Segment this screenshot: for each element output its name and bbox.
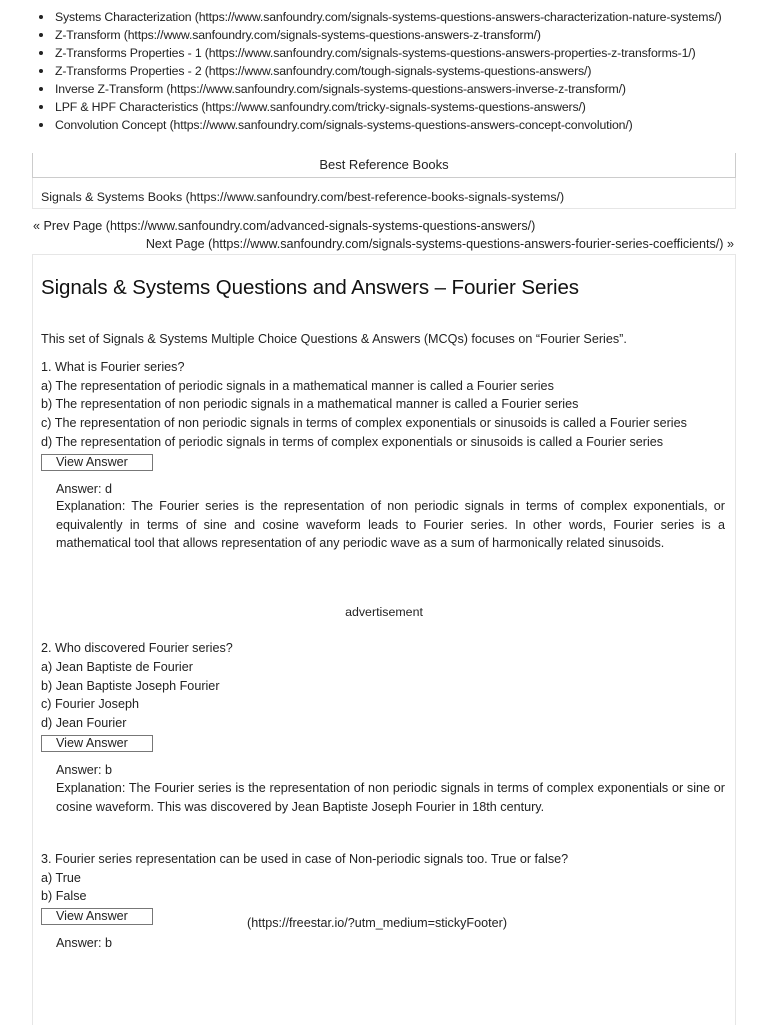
bullet-icon [39, 123, 43, 127]
prev-page-link[interactable]: « Prev Page (https://www.sanfoundry.com/advanced-signals-systems-questions-answers/) [33, 219, 536, 233]
related-link[interactable]: Convolution Concept (https://www.sanfoundry.com/signals-systems-questions-answers-concept-convolution/) [32, 116, 736, 134]
related-link[interactable]: Z-Transform (https://www.sanfoundry.com/signals-systems-questions-answers-z-transform/) [32, 26, 736, 44]
related-link[interactable]: Inverse Z-Transform (https://www.sanfoundry.com/signals-systems-questions-answers-inverse-z-transform/) [32, 80, 736, 98]
related-link[interactable]: Z-Transforms Properties - 2 (https://www.sanfoundry.com/tough-signals-systems-questions-answers/) [32, 62, 736, 80]
bullet-icon [39, 33, 43, 37]
explanation-text: Explanation: The Fourier series is the representation of non periodic signals in terms of complex exponentials or sine or cosine waveform. This was discovered by Jean Baptiste Joseph Fourier in 18th century. [56, 781, 725, 814]
answer-text: Answer: b [56, 763, 112, 777]
view-answer-button[interactable]: View Answer [41, 454, 153, 471]
view-answer-button[interactable]: View Answer [41, 735, 153, 752]
option-a: a) Jean Baptiste de Fourier [41, 660, 193, 674]
related-link[interactable]: Systems Characterization (https://www.sanfoundry.com/signals-systems-questions-answers-characterization-nature-systems/) [32, 8, 736, 26]
option-d: d) Jean Fourier [41, 716, 127, 730]
option-b: b) False [41, 889, 87, 903]
page-title: Signals & Systems Questions and Answers – Fourier Series [41, 276, 579, 299]
bullet-icon [39, 105, 43, 109]
option-c: c) The representation of non periodic signals in terms of complex exponentials or sinusoids is called a Fourier series [41, 416, 687, 430]
related-link[interactable]: LPF & HPF Characteristics (https://www.sanfoundry.com/tricky-signals-systems-questions-answers/) [32, 98, 736, 116]
view-answer-button[interactable]: View Answer [41, 908, 153, 925]
question-text: 2. Who discovered Fourier series? [41, 641, 233, 655]
option-a: a) The representation of periodic signals in a mathematical manner is called a Fourier series [41, 379, 554, 393]
bullet-icon [39, 87, 43, 91]
explanation-text: Explanation: The Fourier series is the representation of non periodic signals in terms of complex exponentials, or equivalently in terms of sine and cosine waveform leads to Fourier series. In other words, Fourier series is a mathematical tool that allows representation of any periodic wave as a sum of harmonically related sinusoids. [56, 499, 725, 550]
intro-text: This set of Signals & Systems Multiple Choice Questions & Answers (MCQs) focuses on “Fourier Series”. [41, 332, 627, 346]
sticky-footer-link[interactable]: (https://freestar.io/?utm_medium=stickyFooter) [247, 916, 508, 930]
bullet-icon [39, 51, 43, 55]
option-d: d) The representation of periodic signals in terms of complex exponentials or sinusoids is called a Fourier series [41, 435, 664, 449]
question-text: 1. What is Fourier series? [41, 360, 185, 374]
option-b: b) Jean Baptiste Joseph Fourier [41, 679, 220, 693]
answer-text: Answer: b [56, 936, 112, 950]
question-text: 3. Fourier series representation can be used in case of Non-periodic signals too. True or false? [41, 852, 569, 866]
answer-text: Answer: d [56, 482, 112, 496]
advertisement-label: advertisement [345, 605, 423, 619]
option-b: b) The representation of non periodic signals in a mathematical manner is called a Fourier series [41, 397, 579, 411]
bullet-icon [39, 15, 43, 19]
reference-books-link[interactable]: Signals & Systems Books (https://www.sanfoundry.com/best-reference-books-signals-systems/) [41, 190, 565, 204]
option-a: a) True [41, 871, 81, 885]
next-page-link[interactable]: Next Page (https://www.sanfoundry.com/signals-systems-questions-answers-fourier-series-coefficients/) » [145, 237, 734, 251]
reference-books-heading: Best Reference Books [32, 153, 736, 178]
bullet-icon [39, 69, 43, 73]
related-links-list [32, 8, 736, 134]
option-c: c) Fourier Joseph [41, 697, 139, 711]
related-link[interactable]: Z-Transforms Properties - 1 (https://www.sanfoundry.com/signals-systems-questions-answers-properties-z-transforms-1/) [32, 44, 736, 62]
